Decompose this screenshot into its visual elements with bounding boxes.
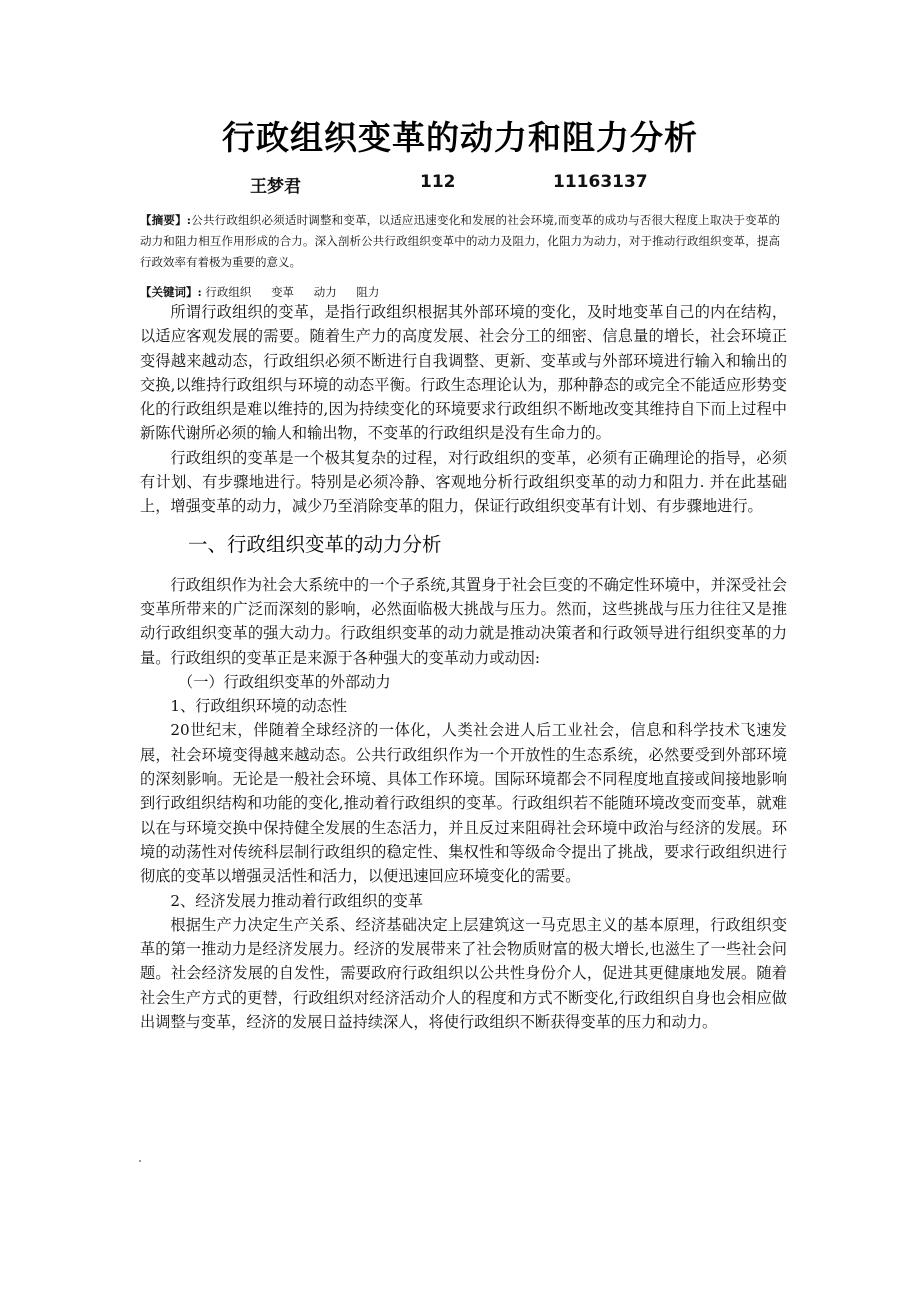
class-number: 112 [420,172,456,192]
keywords-label: 【关键词】: [140,285,202,299]
keyword: 行政组织 [205,285,252,299]
abstract [140,210,780,273]
section-heading: 一、行政组织变革的动力分析 [188,532,442,556]
student-number: 11163137 [553,172,648,192]
keyword: 阻力 [356,285,380,299]
keyword: 变革 [271,285,295,299]
footer-mark [139,1160,141,1162]
abstract-text: 公共行政组织必须适时调整和变革，以适应迅速变化和发展的社会环境,而变革的成功与否很大程度上取决于变革的动力和阻力相互作用形成的合力。深入剖析公共行政组织变革中的动力及阻力，化阻力为动力，对于推动行政组织变革，提高行政效率有着极为重要的意义。 [140,213,780,269]
paragraph: 20世纪末，伴随着全球经济的一体化，人类社会进人后工业社会，信息和科学技术飞速发展，社会环境变得越来越动态。公共行政组织作为一个开放性的生态系统，必然要受到外部环境的深刻影响。无论是一般社会环境、具体工作环境。国际环境都会不同程度地直接或间接地影响到行政组织结构和功能的变化,推动着行政组织的变革。行政组织若不能随环境改变而变革，就难以在与环境交换中保持健全发展的生态活力，并且反过来阻碍社会环境中政治与经济的发展。环境的动荡性对传统科层制行政组织的稳定性、集权性和等级命令提出了挑战，要求行政组织进行彻底的变革以增强灵活性和活力，以便迅速回应环境变化的需要。 [140,721,787,886]
subsection-heading: 2、经济发展力推动着行政组织的变革 [170,891,424,910]
paragraph: 所谓行政组织的变革，是指行政组织根据其外部环境的变化，及时地变革自己的内在结构，以适应客观发展的需要。随着生产力的高度发展、社会分工的细密、信息量的增长，社会环境正变得越来越动态，行政组织必须不断进行自我调整、更新、变革或与外部环境进行输入和输出的交换,以维持行政组织与环境的动态平衡。行政生态理论认为，那种静态的或完全不能适应形势变化的行政组织是难以维持的,因为持续变化的环境要求行政组织不断地改变其维持自下而上过程中新陈代谢所必须的输人和输出物，不变革的行政组织是没有生命力的。 [140,303,787,443]
paragraph: 行政组织作为社会大系统中的一个子系统,其置身于社会巨变的不确定性环境中，并深受社会变革所带来的广泛而深刻的影响，必然面临极大挑战与压力。然而，这些挑战与压力往往又是推动行政组织变革的强大动力。行政组织变革的动力就是推动决策者和行政领导进行组织变革的力量。行政组织的变革正是来源于各种强大的变革动力或动因: [140,575,787,667]
paragraph: 根据生产力决定生产关系、经济基础决定上层建筑这一马克思主义的基本原理，行政组织变革的第一推动力是经济发展力。经济的发展带来了社会物质财富的极大增长,也滋生了一些社会问题。社会经济发展的自发性，需要政府行政组织以公共性身份介人，促进其更健康地发展。随着社会生产方式的更替，行政组织对经济活动介人的程度和方式不断变化,行政组织自身也会相应做出调整与变革，经济的发展日益持续深人，将使行政组织不断获得变革的压力和动力。 [140,915,787,1032]
page-title: 行政组织变革的动力和阻力分析 [222,118,698,157]
subsection-heading: （一）行政组织变革的外部动力 [178,672,391,691]
keywords [140,282,780,302]
abstract-label: 【摘要】: [140,213,192,227]
author-name: 王梦君 [250,177,301,197]
paragraph: 行政组织的变革是一个极其复杂的过程，对行政组织的变革，必须有正确理论的指导，必须有计划、有步骤地进行。特别是必须冷静、客观地分析行政组织变革的动力和阻力. 并在此基础上，增强变革的动力，减少乃至消除变革的阻力，保证行政组织变革有计划、有步骤地进行。 [140,448,787,516]
keyword: 动力 [313,285,337,299]
body-text [140,300,787,1034]
subsection-heading: 1、行政组织环境的动态性 [170,697,348,716]
